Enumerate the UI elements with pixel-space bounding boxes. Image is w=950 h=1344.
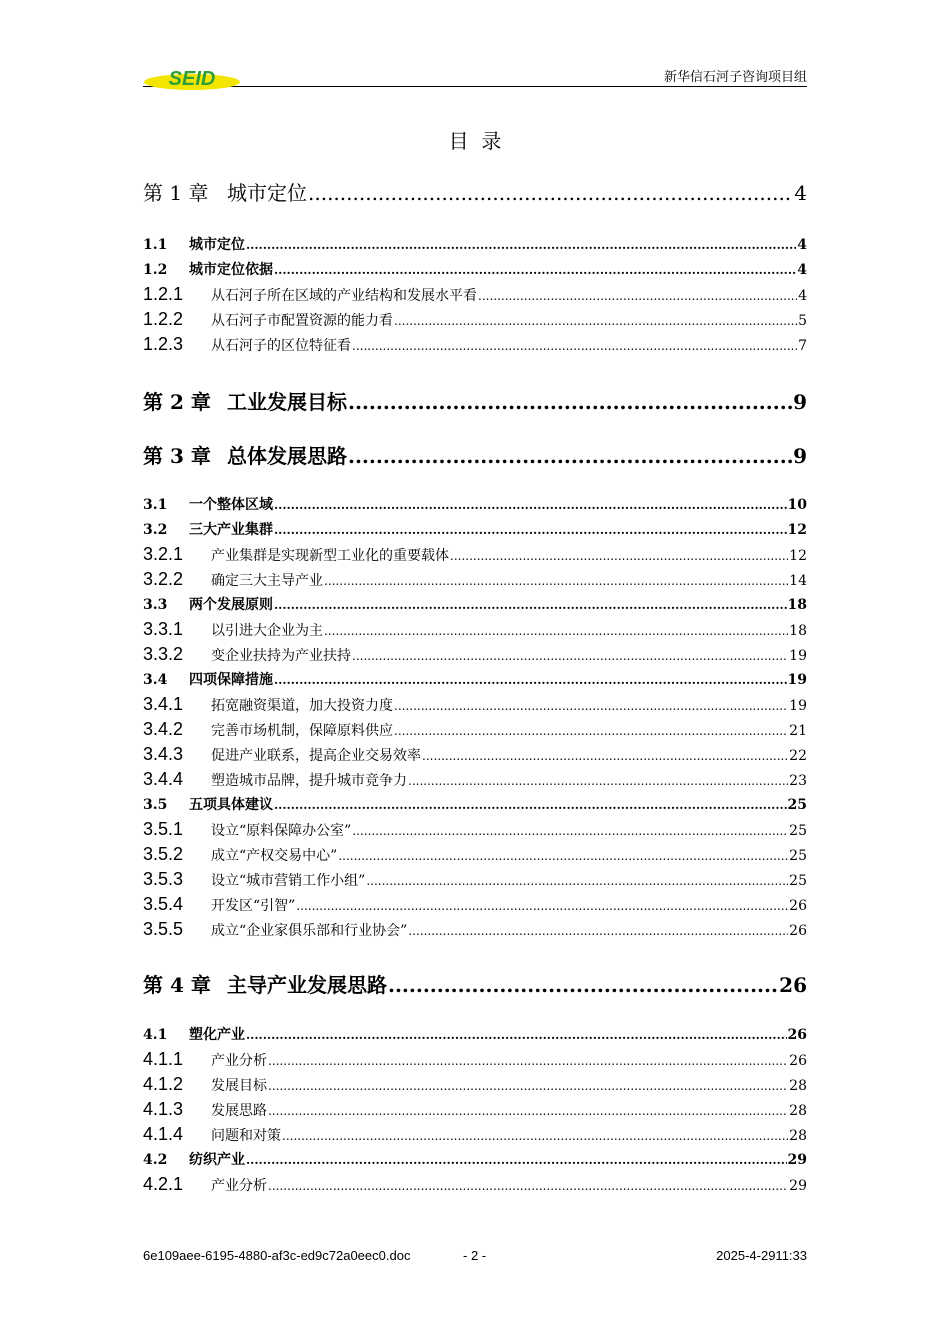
toc-entry[interactable] [143,669,807,689]
toc-entry-number: 1.2 [143,262,168,278]
toc-entry[interactable] [143,719,807,740]
footer-page-number: - 2 - [463,1248,487,1263]
toc-entry-title: 四项保障措施 [189,672,273,688]
toc-entry-title: 问题和对策 [211,1128,281,1144]
toc-entry-number: 4.1.1 [143,1049,184,1069]
toc-entry-page: 5 [798,313,807,329]
toc-entry-number: 第 3 章 [143,444,211,468]
toc-entry-title: 从石河子市配置资源的能力看 [211,313,393,329]
toc-leader-dots [422,748,788,764]
toc-entry[interactable] [143,1049,807,1070]
toc-leader-dots [268,1178,788,1194]
toc-entry[interactable] [143,234,807,254]
toc-entry-number: 4.1 [143,1027,168,1043]
toc-entry-page: 28 [789,1128,807,1144]
toc-entry-page: 28 [789,1078,807,1094]
toc-entry[interactable] [143,969,807,998]
footer-datetime: 2025-4-2911:33 [716,1248,807,1263]
toc-entry-number: 3.4.1 [143,694,184,714]
toc-leader-dots [324,623,788,639]
toc-entry[interactable] [143,1024,807,1044]
toc-entry-page: 26 [779,973,807,997]
toc-entry-page: 25 [789,823,807,839]
toc-title: 目 录 [448,129,502,153]
logo-text: SEID [168,68,216,90]
toc-entry-title: 产业分析 [211,1053,267,1069]
toc-entry-title: 主导产业发展思路 [227,973,387,997]
toc-entry-number: 4.2.1 [143,1174,184,1194]
toc-entry-page: 21 [789,723,807,739]
page-header [143,62,807,90]
header-project-name: 新华信石河子咨询项目组 [663,70,807,85]
toc-entry-title: 从石河子的区位特征看 [211,338,351,354]
toc-entry-number: 1.2.1 [143,284,184,304]
toc-entry-number: 3.5.1 [143,819,184,839]
toc-entry-number: 3.3.1 [143,619,184,639]
toc-leader-dots [348,444,792,468]
toc-entry-number: 第 2 章 [143,390,211,414]
toc-entry[interactable] [143,440,807,469]
toc-leader-dots [324,573,788,589]
toc-entry-title: 三大产业集群 [189,522,273,538]
toc-entry-title: 设立“城市营销工作小组” [211,873,366,889]
toc-entry[interactable] [143,519,807,539]
toc-leader-dots [366,873,788,889]
toc-leader-dots [296,898,788,914]
toc-entry-title: 总体发展思路 [227,444,347,468]
toc-entry-page: 4 [794,181,807,205]
toc-leader-dots [274,797,787,813]
toc-entry-title: 两个发展原则 [189,597,273,613]
toc-entry[interactable] [143,177,807,206]
toc-entry-title: 开发区“引智” [211,898,296,914]
toc-entry-page: 29 [789,1178,807,1194]
toc-entry-title: 成立“企业家俱乐部和行业协会” [211,923,408,939]
toc-entry[interactable] [143,919,807,940]
footer-filename: 6e109aee-6195-4880-af3c-ed9c72a0eec0.doc [143,1248,411,1263]
toc-leader-dots [394,723,788,739]
toc-entry-number: 第 1 章 [143,181,209,205]
toc-leader-dots [394,698,788,714]
toc-entry-page: 18 [789,623,807,639]
toc-entry[interactable] [143,259,807,279]
toc-entry-title: 城市定位依据 [189,262,273,278]
toc-entry-page: 26 [787,1027,807,1043]
toc-entry-number: 3.5.4 [143,894,184,914]
toc-entry-number: 4.1.3 [143,1099,184,1119]
toc-entry-page: 19 [789,698,807,714]
toc-entry-page: 9 [793,444,807,468]
toc-entry-page: 26 [789,898,807,914]
toc-entry-page: 12 [789,548,807,564]
toc-leader-dots [348,390,792,414]
toc-leader-dots [478,288,797,304]
toc-entry[interactable] [143,569,807,590]
toc-leader-dots [274,497,787,513]
toc-entry[interactable] [143,844,807,865]
toc-entry-number: 4.1.4 [143,1124,184,1144]
toc-leader-dots [268,1053,788,1069]
toc-entry-page: 4 [797,237,807,253]
toc-entry-number: 3.4.4 [143,769,184,789]
toc-leader-dots [394,313,797,329]
toc-leader-dots [388,973,778,997]
toc-entry-number: 第 4 章 [143,973,211,997]
toc-leader-dots [268,1078,788,1094]
toc-entry[interactable] [143,869,807,890]
toc-entry[interactable] [143,694,807,715]
toc-leader-dots [274,672,787,688]
toc-entry-number: 3.4 [143,672,168,688]
toc-entry-number: 3.3 [143,597,168,613]
toc-entry[interactable] [143,1099,807,1120]
toc-entry-title: 产业集群是实现新型工业化的重要载体 [211,548,449,564]
toc-leader-dots [408,773,788,789]
toc-entry[interactable] [143,744,807,765]
toc-entry-title: 一个整体区域 [189,497,273,513]
toc-entry-page: 10 [787,497,807,513]
toc-entry[interactable] [143,284,807,305]
toc-leader-dots [282,1128,788,1144]
toc-entry-title: 设立“原料保障办公室” [211,823,352,839]
toc-entry-page: 18 [787,597,807,613]
toc-entry[interactable] [143,1124,807,1145]
toc-leader-dots [246,1152,787,1168]
toc-entry-page: 14 [789,573,807,589]
toc-entry[interactable] [143,644,807,665]
toc-entry[interactable] [143,894,807,915]
toc-entry-number: 3.2.2 [143,569,184,589]
toc-entry-page: 19 [789,648,807,664]
toc-entry-number: 3.5 [143,797,168,813]
toc-entry-page: 9 [793,390,807,414]
toc-leader-dots [408,923,788,939]
toc-leader-dots [274,522,787,538]
toc-entry[interactable] [143,769,807,790]
toc-entry[interactable] [143,544,807,565]
toc-entry-page: 23 [789,773,807,789]
toc-entry-title: 塑造城市品牌，提升城市竞争力 [211,773,407,789]
toc-entry-title: 纺织产业 [189,1152,245,1168]
toc-entry-title: 产业分析 [211,1178,267,1194]
toc-entry-number: 3.2 [143,522,168,538]
toc-entry[interactable] [143,386,807,415]
toc-leader-dots [450,548,788,564]
toc-entry[interactable] [143,309,807,330]
toc-leader-dots [352,338,797,354]
toc-entry-page: 25 [787,797,807,813]
toc-entry-number: 4.1.2 [143,1074,184,1094]
toc-leader-dots [274,262,796,278]
toc-entry-page: 26 [789,923,807,939]
toc-entry-page: 29 [787,1152,807,1168]
toc-entry-title: 促进产业联系，提高企业交易效率 [211,748,421,764]
toc-entry-title: 城市定位 [227,181,307,205]
toc-entry-page: 7 [798,338,807,354]
toc-entry-title: 发展目标 [211,1078,267,1094]
toc-leader-dots [338,848,788,864]
toc-entry-title: 五项具体建议 [189,797,273,813]
toc-leader-dots [274,597,787,613]
toc-entry[interactable] [143,594,807,614]
toc-entry-page: 4 [798,288,807,304]
toc-entry-page: 25 [789,873,807,889]
toc-entry-title: 变企业扶持为产业扶持 [211,648,351,664]
toc-entry-number: 3.3.2 [143,644,184,664]
toc-entry-number: 3.4.2 [143,719,184,739]
toc-entry-title: 完善市场机制，保障原料供应 [211,723,393,739]
toc-entry-title: 拓宽融资渠道，加大投资力度 [211,698,393,714]
toc-entry-number: 3.5.3 [143,869,184,889]
toc-entry[interactable] [143,334,807,355]
toc-entry-title: 发展思路 [211,1103,267,1119]
toc-leader-dots [352,823,788,839]
toc-entry-title: 城市定位 [189,237,245,253]
toc-leader-dots [352,648,788,664]
toc-entry-page: 25 [789,848,807,864]
toc-entry[interactable] [143,494,807,514]
toc-entry-title: 塑化产业 [189,1027,245,1043]
toc-entry-page: 19 [787,672,807,688]
toc-entry-page: 4 [797,262,807,278]
toc-entry-page: 26 [789,1053,807,1069]
toc-entry-number: 3.2.1 [143,544,184,564]
toc-entry[interactable] [143,1174,807,1195]
toc-entry[interactable] [143,1149,807,1169]
toc-entry-number: 1.2.3 [143,334,184,354]
toc-entry-page: 28 [789,1103,807,1119]
toc-entry-number: 3.1 [143,497,168,513]
toc-entry-number: 3.4.3 [143,744,184,764]
toc-leader-dots [268,1103,788,1119]
toc-entry[interactable] [143,1074,807,1095]
toc-entry-number: 4.2 [143,1152,168,1168]
toc-entry-number: 3.5.2 [143,844,184,864]
toc-entry-title: 工业发展目标 [227,390,347,414]
toc-leader-dots [308,181,793,205]
toc-entry-title: 成立“产权交易中心” [211,848,338,864]
toc-entry-page: 22 [789,748,807,764]
toc-entry-title: 确定三大主导产业 [211,573,323,589]
toc-entry-number: 3.5.5 [143,919,184,939]
toc-entry-title: 以引进大企业为主 [211,623,323,639]
toc-entry-page: 12 [787,522,807,538]
toc-entry-number: 1.1 [143,237,168,253]
toc-entry[interactable] [143,819,807,840]
toc-entry[interactable] [143,619,807,640]
toc-entry-title: 从石河子所在区域的产业结构和发展水平看 [211,288,477,304]
toc-entry-number: 1.2.2 [143,309,184,329]
toc-leader-dots [246,237,796,253]
seid-logo [143,65,241,91]
toc-entry[interactable] [143,794,807,814]
toc-leader-dots [246,1027,787,1043]
